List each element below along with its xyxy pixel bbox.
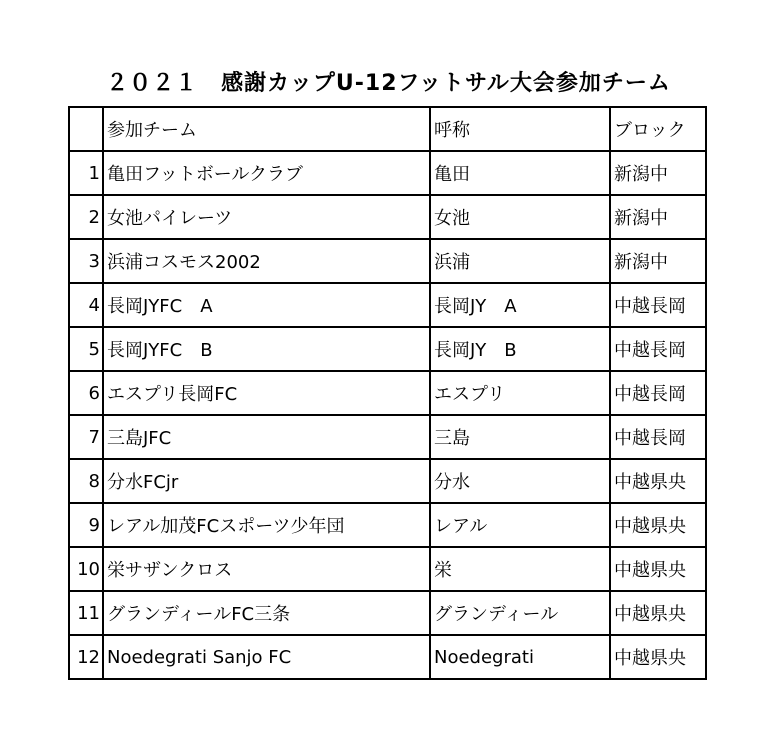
row-short-name: 栄 [430,547,610,591]
row-block: 中越県央 [610,635,706,679]
table-row [69,327,706,371]
row-team: 女池パイレーツ [103,195,430,239]
table-row [69,591,706,635]
row-team: 亀田フットボールクラブ [103,151,430,195]
table-row [69,371,706,415]
table-body [69,151,706,679]
row-block: 中越県央 [610,591,706,635]
table-row [69,283,706,327]
row-number: 2 [69,195,103,239]
row-short-name: 長岡JY B [430,327,610,371]
row-team: 長岡JYFC B [103,327,430,371]
row-short-name: グランディール [430,591,610,635]
row-number: 5 [69,327,103,371]
header-team: 参加チーム [103,107,430,151]
row-number: 1 [69,151,103,195]
row-number: 8 [69,459,103,503]
row-block: 中越長岡 [610,283,706,327]
row-team: 栄サザンクロス [103,547,430,591]
row-block: 中越県央 [610,503,706,547]
row-short-name: 女池 [430,195,610,239]
row-team: 浜浦コスモス2002 [103,239,430,283]
team-table [68,106,707,680]
row-team: 分水FCjr [103,459,430,503]
table-row [69,151,706,195]
table-row [69,239,706,283]
row-number: 11 [69,591,103,635]
row-number: 10 [69,547,103,591]
row-block: 中越長岡 [610,327,706,371]
row-team: 三島JFC [103,415,430,459]
row-block: 新潟中 [610,195,706,239]
row-short-name: 長岡JY A [430,283,610,327]
row-number: 7 [69,415,103,459]
row-block: 新潟中 [610,239,706,283]
row-short-name: 三島 [430,415,610,459]
row-block: 中越県央 [610,547,706,591]
row-team: Noedegrati Sanjo FC [103,635,430,679]
table-row [69,547,706,591]
row-block: 中越県央 [610,459,706,503]
row-number: 9 [69,503,103,547]
row-team: レアル加茂FCスポーツ少年団 [103,503,430,547]
row-team: グランディールFC三条 [103,591,430,635]
row-number: 4 [69,283,103,327]
row-block: 中越長岡 [610,371,706,415]
row-number: 12 [69,635,103,679]
header-number [69,107,103,151]
row-team: 長岡JYFC A [103,283,430,327]
table-row [69,415,706,459]
row-team: エスプリ長岡FC [103,371,430,415]
header-block: ブロック [610,107,706,151]
header-short-name: 呼称 [430,107,610,151]
row-short-name: Noedegrati [430,635,610,679]
table-row [69,459,706,503]
row-short-name: レアル [430,503,610,547]
row-short-name: 亀田 [430,151,610,195]
row-block: 新潟中 [610,151,706,195]
row-block: 中越長岡 [610,415,706,459]
page-title: ２０２１ 感謝カップU-12フットサル大会参加チーム [106,71,671,96]
table-row [69,635,706,679]
row-number: 6 [69,371,103,415]
row-short-name: 浜浦 [430,239,610,283]
row-short-name: 分水 [430,459,610,503]
table-row [69,503,706,547]
row-short-name: エスプリ [430,371,610,415]
row-number: 3 [69,239,103,283]
table-row [69,195,706,239]
table-header-row [69,107,706,151]
